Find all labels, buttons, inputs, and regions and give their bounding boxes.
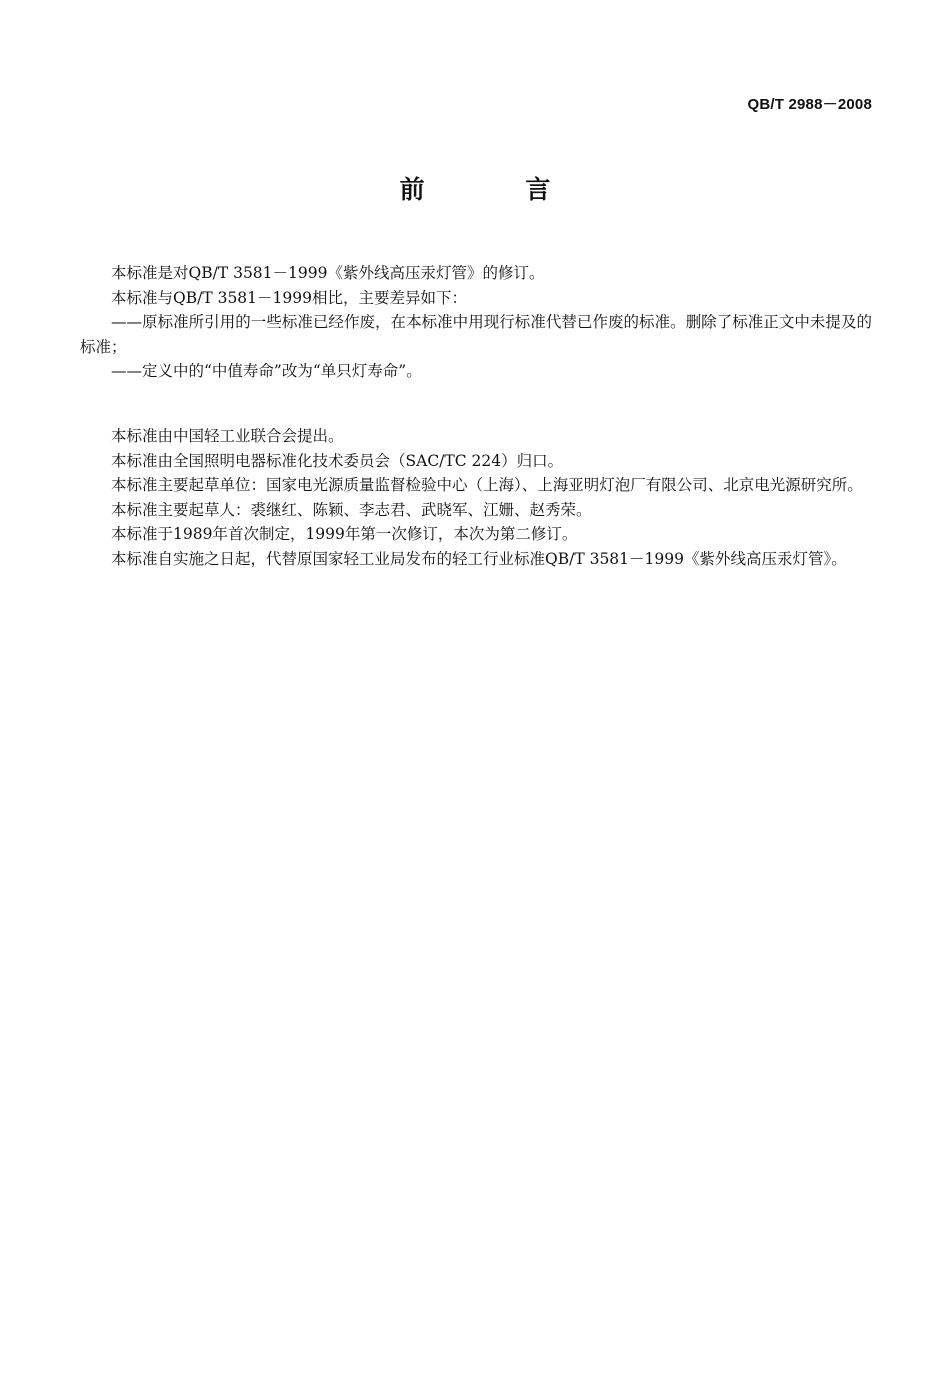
paragraph-proposed-by: 本标准由中国轻工业联合会提出。: [111, 427, 344, 445]
paragraph-drafting-units: 本标准主要起草单位：国家电光源质量监督检验中心（上海）、上海亚明灯泡厂有限公司、北京电光源研究所。: [111, 476, 863, 494]
paragraph-replacement: 本标准自实施之日起，代替原国家轻工业局发布的轻工行业标准QB/T 3581－1999《紫外线高压汞灯管》。: [111, 549, 847, 568]
revision-notes-section: [80, 261, 872, 384]
paragraph-history: 本标准于1989年首次制定，1999年第一次修订，本次为第二修订。: [111, 525, 578, 543]
paragraph-main-differences: 本标准与QB/T 3581－1999相比，主要差异如下：: [111, 288, 467, 307]
paragraph-revision-of: 本标准是对QB/T 3581－1999《紫外线高压汞灯管》的修订。: [111, 264, 545, 282]
paragraph-centralized-by: 本标准由全国照明电器标准化技术委员会（SAC/TC 224）归口。: [111, 451, 564, 470]
paragraph-drafters: 本标准主要起草人：裘继红、陈颖、李志君、武晓军、江姗、赵秀荣。: [111, 500, 592, 519]
paragraph-difference-definition: ——定义中的“中值寿命”改为“单只灯寿命”。: [111, 362, 422, 380]
paragraph-difference-references: ——原标准所引用的一些标准已经作废，在本标准中用现行标准代替已作废的标准。删除了标准正文中未提及的标准；: [80, 313, 872, 356]
page-title: 前 言: [399, 175, 597, 204]
standard-code: QB/T 2988－2008: [747, 96, 872, 113]
responsibility-section: [80, 424, 872, 571]
